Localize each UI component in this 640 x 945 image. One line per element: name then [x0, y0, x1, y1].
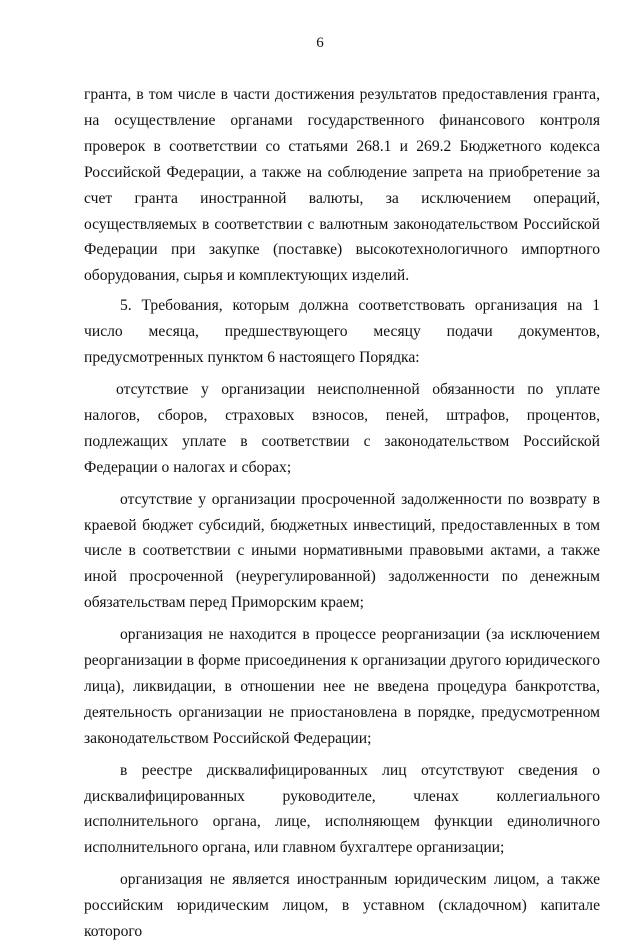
paragraph-no-tax-debt: отсутствие у организации неисполненной обязанности по уплате налогов, сборов, страховых взносов, пеней, штрафов, процентов, подлежащих уплате в соответствии с законодательством Российской Федерации о налогах и сборах;	[84, 380, 600, 476]
page-number: 6	[316, 35, 324, 51]
paragraph-no-overdue-debt: отсутствие у организации просроченной задолженности по возврату в краевой бюджет субсидий, бюджетных инвестиций, предоставленных в том числе в соответствии с иными нормативными правовыми актами, а также иной просроченной (неурегулированной) задолженности по денежным обязательствам перед Приморским краем;	[84, 490, 600, 612]
document-body	[84, 82, 600, 945]
paragraph-grant-control: гранта, в том числе в части достижения результатов предоставления гранта, на осуществление органами государственного финансового контроля проверок в соответствии со статьями 268.1 и 269.2 Бюджетного кодекса Российской Федерации, а также на соблюдение запрета на приобретение за счет гранта иностранной валюты, за исключением операций, осуществляемых в соответствии с валютным законодательством Российской Федерации при закупке (поставке) высокотехнологичного импортного оборудования, сырья и комплектующих изделий.	[84, 86, 600, 285]
paragraph-requirements-intro: 5. Требования, которым должна соответствовать организация на 1 число месяца, предшествующего месяцу подачи документов, предусмотренных пунктом 6 настоящего Порядка:	[84, 297, 600, 367]
paragraph-not-foreign-entity: организация не является иностранным юридическим лицом, а также российским юридическим лицом, в уставном (складочном) капитале которого	[84, 871, 600, 941]
paragraph-no-disqualified-persons: в реестре дисквалифицированных лиц отсутствуют сведения о дисквалифицированных руководителе, членах коллегиального исполнительного органа, лице, исполняющем функции единоличного исполнительного органа, или главном бухгалтере организации;	[84, 761, 600, 857]
paragraph-no-reorganization: организация не находится в процессе реорганизации (за исключением реорганизации в форме присоединения к организации другого юридического лица), ликвидации, в отношении нее не введена процедура банкротства, деятельность организации не приостановлена в порядке, предусмотренном законодательством Российской Федерации;	[84, 626, 600, 747]
